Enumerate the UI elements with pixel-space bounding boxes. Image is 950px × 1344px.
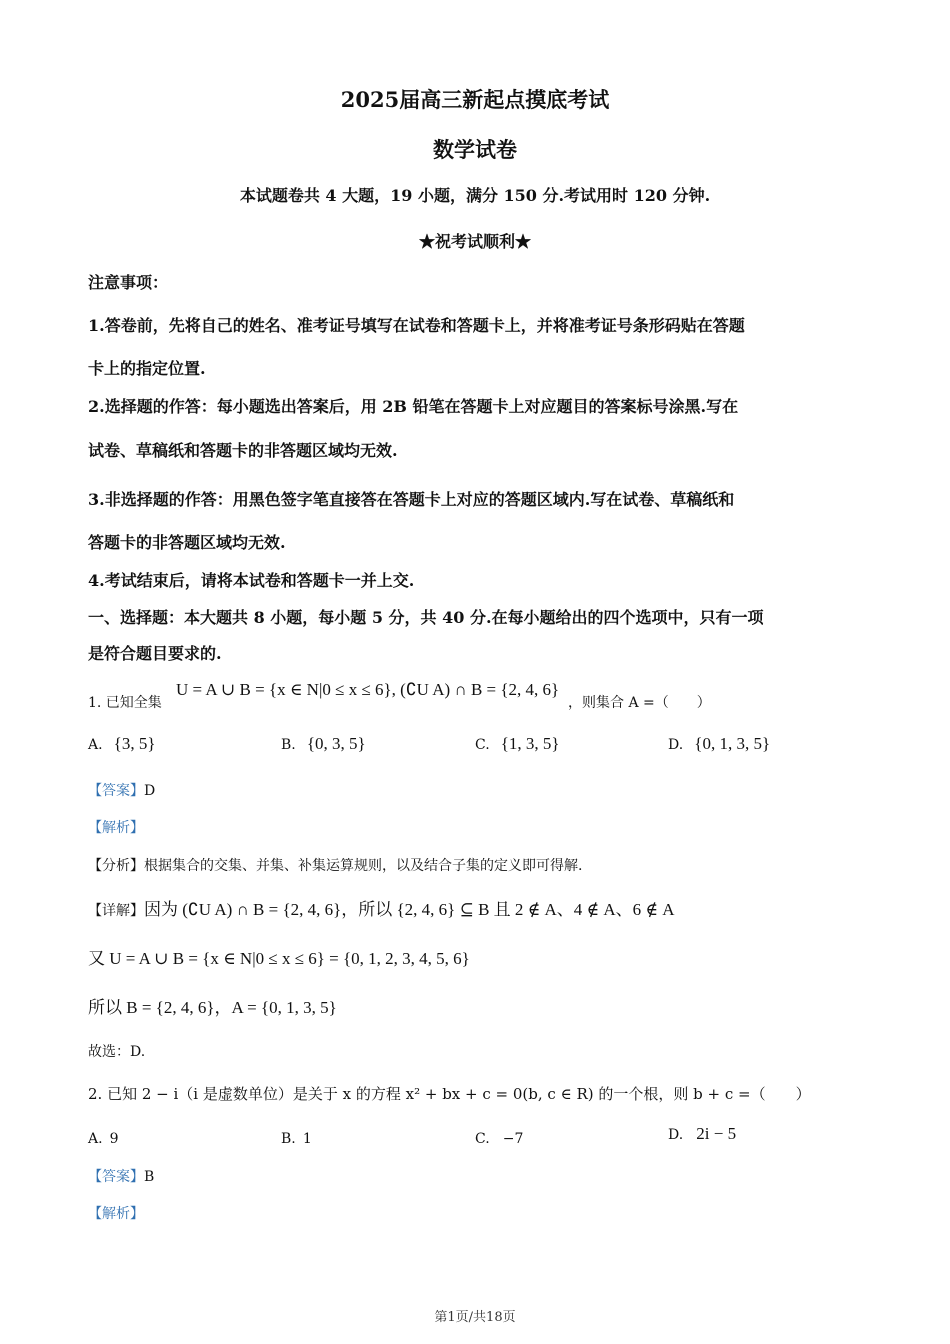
notes-heading: 注意事项： (88, 273, 169, 292)
q1-analysis-tag: 【解析】 (88, 820, 144, 836)
q2-option-d-label: D. (668, 1127, 684, 1143)
q1-option-a-label: A. (88, 737, 103, 753)
q2-option-d (668, 1124, 736, 1144)
q1-answer-value: D (144, 783, 156, 799)
q1-answer-tag: 【答案】 (88, 783, 144, 799)
q2-option-d-value: 2i − 5 (696, 1124, 737, 1143)
wish-line: ★祝考试顺利★ (418, 232, 531, 251)
note-4: 4.考试结束后，请将本试卷和答题卡一并上交. (88, 571, 415, 590)
q2-option-a-value: 9 (109, 1131, 119, 1147)
q2-answer (88, 1166, 154, 1186)
q1-option-b-label: B. (281, 737, 296, 753)
q2-option-b-label: B. (281, 1131, 296, 1147)
q2-option-b-value: 1 (302, 1131, 312, 1147)
q1-detail-tag: 【详解】 (88, 903, 144, 919)
q1-option-c-value: {1, 3, 5} (500, 734, 560, 753)
q2-option-c (475, 1128, 523, 1147)
q1-detail-line-3: 所以 B = {2, 4, 6}，A = {0, 1, 3, 5} (88, 998, 337, 1017)
note-2-line-2: 试卷、草稿纸和答题卡的非答题区域均无效. (88, 441, 398, 460)
q1-answer (88, 780, 155, 800)
q1-option-c-label: C. (475, 737, 490, 753)
q1-option-a-value: {3, 5} (113, 734, 156, 753)
q2-analysis-tag: 【解析】 (88, 1206, 144, 1222)
q2-option-c-label: C. (475, 1131, 490, 1147)
q1-fenxi-text: 根据集合的交集、并集、补集运算规则，以及结合子集的定义即可得解. (144, 858, 583, 874)
exam-title: 2025届高三新起点摸底考试 (340, 87, 610, 112)
note-1-line-2: 卡上的指定位置. (88, 359, 206, 378)
q1-prefix: 1. 已知全集 (88, 695, 162, 711)
note-3-line-2: 答题卡的非答题区域均无效. (88, 533, 286, 552)
q2-option-b (281, 1128, 312, 1147)
q2-stem: 2. 已知 2 − i（i 是虚数单位）是关于 x 的方程 x² + bx + c = 0(b, c ∈ R) 的一个根，则 b + c =（ ） (88, 1085, 811, 1103)
section-1-line-1: 一、选择题：本大题共 8 小题，每小题 5 分，共 40 分.在每小题给出的四个选项中，只有一项 (88, 608, 764, 627)
note-1-line-1: 1.答卷前，先将自己的姓名、准考证号填写在试卷和答题卡上，并将准考证号条形码贴在答题 (88, 316, 745, 335)
q1-fenxi-tag: 【分析】 (88, 858, 144, 874)
q1-option-a (88, 734, 155, 754)
q1-option-c (475, 734, 560, 754)
q1-conclusion: 故选：D. (88, 1044, 146, 1060)
exam-info: 本试题卷共 4 大题，19 小题，满分 150 分.考试用时 120 分钟. (239, 186, 711, 205)
q1-fenxi (88, 855, 582, 875)
q1-detail-line-1 (88, 895, 675, 920)
q1-option-d-label: D. (668, 737, 684, 753)
q1-detail-1: 因为 (∁U A) ∩ B = {2, 4, 6}，所以 {2, 4, 6} ⊆ B 且 2 ∉ A、4 ∉ A、6 ∉ A (144, 900, 675, 919)
note-3-line-1: 3.非选择题的作答：用黑色签字笔直接答在答题卡上对应的答题区域内.写在试卷、草稿纸和 (88, 490, 735, 509)
exam-subtitle: 数学试卷 (433, 137, 517, 162)
q1-suffix: ，则集合 A =（ ） (568, 695, 711, 711)
q1-formula: U = A ∪ B = {x ∈ N|0 ≤ x ≤ 6}, (∁U A) ∩ B = {2, 4, 6} (176, 680, 560, 699)
q2-answer-value: B (144, 1169, 155, 1185)
q1-detail-line-2: 又 U = A ∪ B = {x ∈ N|0 ≤ x ≤ 6} = {0, 1, 2, 3, 4, 5, 6} (88, 949, 470, 968)
q2-option-c-value: −7 (502, 1131, 524, 1147)
q1-option-b-value: {0, 3, 5} (306, 734, 366, 753)
q2-answer-tag: 【答案】 (88, 1169, 144, 1185)
q2-option-a-label: A. (88, 1131, 103, 1147)
q1-option-b (281, 734, 366, 754)
section-1-line-2: 是符合题目要求的. (88, 644, 222, 663)
note-2-line-1: 2.选择题的作答：每小题选出答案后，用 2B 铅笔在答题卡上对应题目的答案标号涂黑.写在 (88, 397, 739, 416)
q2-option-a (88, 1128, 119, 1147)
q1-option-d (668, 734, 770, 754)
q1-option-d-value: {0, 1, 3, 5} (694, 734, 771, 753)
page-number: 第1页/共18页 (434, 1310, 516, 1325)
